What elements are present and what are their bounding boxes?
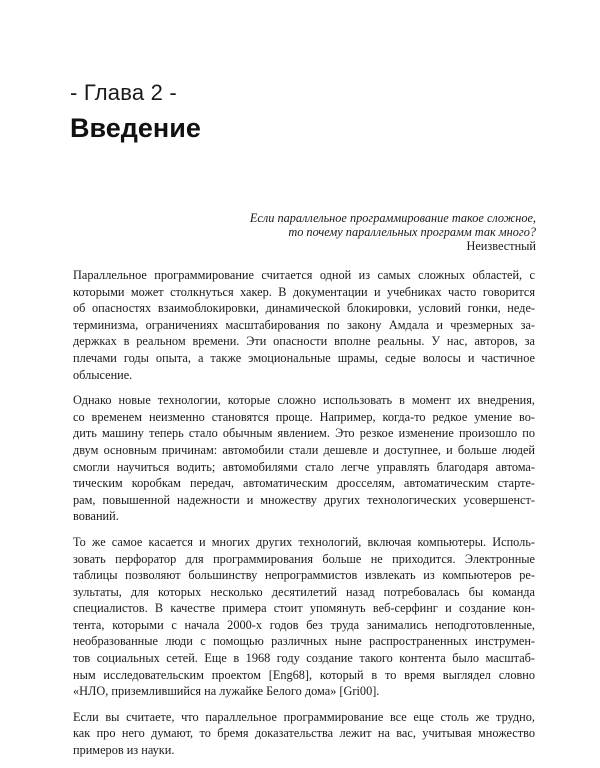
text-line: Однако новые технологии, которые сложно использовать в момент их внедрения, [73, 393, 535, 408]
paragraph [73, 392, 535, 525]
body-text [73, 267, 535, 768]
text-line: дить машину теперь стало обычным явлением. Это резкое изменение произошло по [73, 426, 535, 441]
text-line: об опасностях взаимоблокировки, динамической блокировки, условий гонки, неде- [73, 301, 535, 316]
text-line: Параллельное программирование считается одной из самых сложных областей, с [73, 268, 535, 282]
text-line: тическим коробкам передач, автоматическим дросселям, автоматическим стартe- [73, 476, 535, 491]
text-line: ным исследовательским проектом [Eng68], который в то время выглядел словно [73, 667, 535, 682]
epigraph [116, 211, 536, 253]
text-line: плечами годы опыта, а также эмоциональные шрамы, седые волосы и частичное [73, 350, 535, 365]
epigraph-line: Если параллельное программирование такое сложное, [249, 211, 536, 225]
text-line: «НЛО, приземлившийся на лужайке Белого дома» [Gri00]. [73, 684, 380, 699]
text-line: как про него думают, то бремя доказательства лежит на вас, учитывая множество [73, 726, 535, 741]
epigraph-line: то почему параллельных программ так много? [288, 225, 536, 239]
text-line: которыми может столкнуться хакер. В документации и учебниках часто говорится [73, 284, 535, 299]
epigraph-author: Неизвестный [466, 239, 536, 253]
text-line: рам, повышенной надежности и множеству других технологических усовершенст- [73, 492, 535, 507]
text-line: зультаты, для которых несколько десятилетий назад потребовалась бы команда [73, 584, 535, 599]
text-line: таблицы позволяют большинству непрограммистов извлекать из компьютеров ре- [73, 568, 535, 583]
text-line: со временем неизменно становятся проще. Например, когда-то редкое умение во- [73, 409, 535, 424]
text-line: смогли научиться водить; автомобилями стало легче управлять благодаря автома- [73, 459, 535, 474]
text-line: примеров из науки. [73, 743, 175, 758]
text-line: специалистов. В качестве примера стоит упомянуть веб-серфинг и создание кон- [73, 601, 535, 616]
text-line: двум основным причинам: автомобили стали дешевле и доступнее, и больше людей [73, 442, 535, 457]
text-line: необразованные люди с помощью различных ныне распространенных инструмен- [73, 634, 535, 649]
text-line: вований. [73, 509, 119, 524]
paragraph [73, 267, 535, 383]
text-line: облысение. [73, 367, 133, 382]
chapter-title: Введение [70, 113, 201, 143]
paragraph [73, 534, 535, 700]
text-line: тов социальных сетей. Еще в 1968 году создание такого контента было масштаб- [73, 651, 535, 666]
text-line: тента, которыми с начала 2000-х годов без труда занимались неподготовленные, [73, 617, 535, 632]
text-line: Если вы считаете, что параллельное программирование все еще столь же трудно, [73, 709, 535, 724]
paragraph [73, 709, 535, 759]
text-line: То же самое касается и многих других технологий, включая компьютеры. Исполь- [73, 534, 535, 549]
text-line: терминизма, ограничениях масштабирования по закону Амдала и чрезмерных за- [73, 317, 535, 332]
text-line: зовать перфоратор для программирования больше не приходится. Электронные [73, 551, 535, 566]
chapter-label: - Глава 2 - [70, 80, 177, 105]
text-line: держках в реальном времени. Эти опасности вполне реальны. У нас, авторов, за [73, 334, 535, 349]
